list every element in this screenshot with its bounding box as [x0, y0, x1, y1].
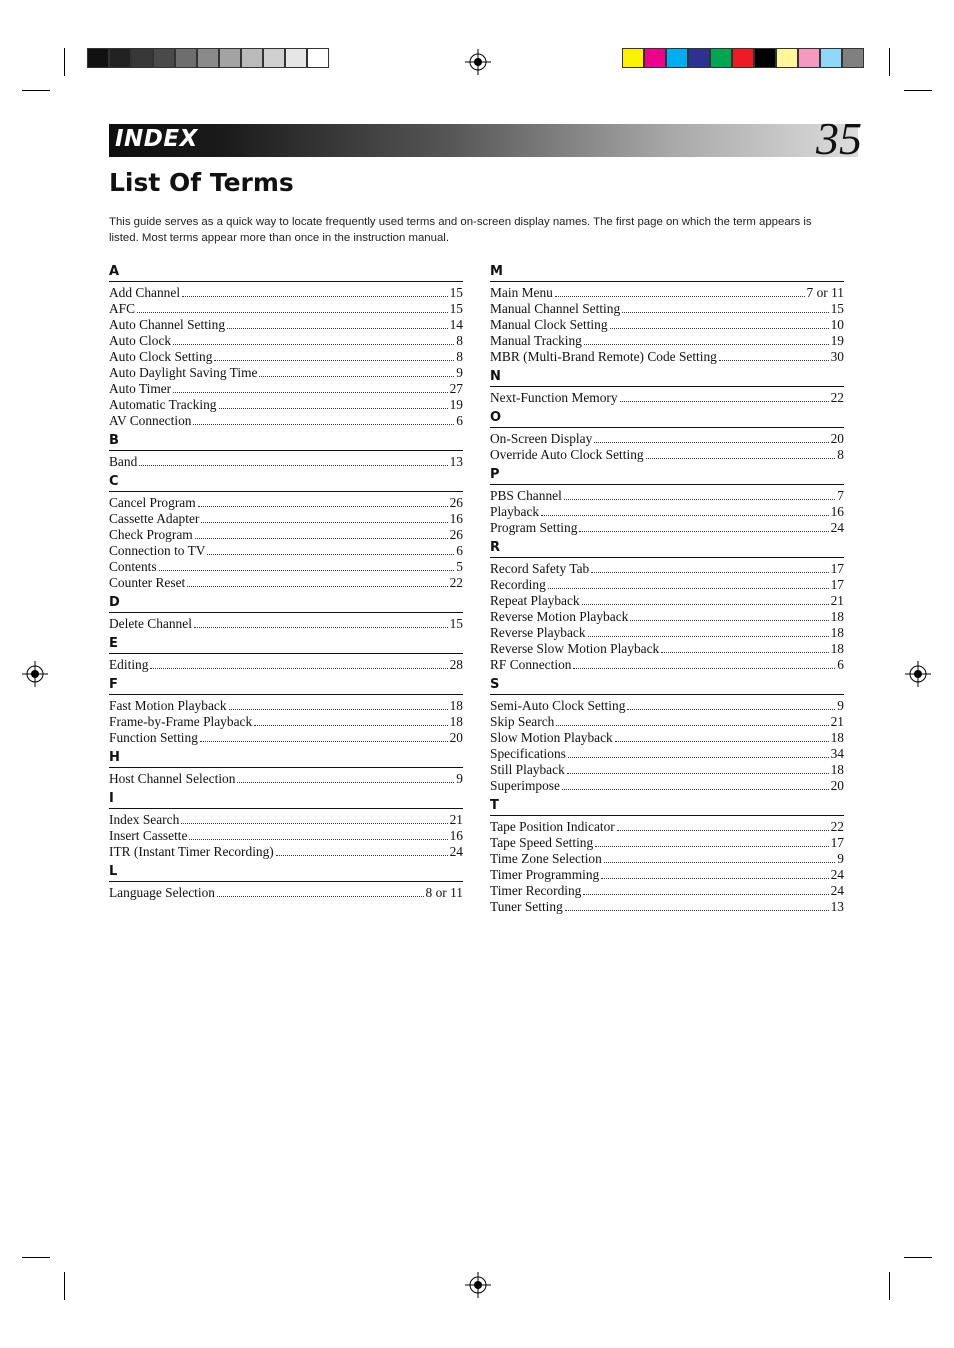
entry-term: Playback	[490, 504, 540, 519]
index-entry	[490, 657, 844, 673]
index-entry	[490, 609, 844, 625]
entry-page-number: 24	[830, 867, 844, 882]
entry-page-number: 15	[449, 301, 463, 316]
dot-leader	[622, 312, 828, 313]
index-column-right	[490, 263, 844, 915]
entry-term: Semi-Auto Clock Setting	[490, 698, 626, 713]
color-swatch	[87, 48, 109, 68]
index-section	[490, 368, 844, 406]
index-entry	[490, 730, 844, 746]
color-swatch	[798, 48, 820, 68]
entry-page-number: 8	[456, 333, 463, 348]
dot-leader	[195, 538, 448, 539]
crop-mark	[64, 1272, 65, 1300]
dot-leader	[584, 344, 829, 345]
entry-page-number: 19	[830, 333, 844, 348]
color-swatch	[622, 48, 644, 68]
index-entry	[109, 885, 463, 901]
dot-leader	[219, 408, 448, 409]
dot-leader	[182, 296, 448, 297]
entry-term: Program Setting	[490, 520, 578, 535]
dot-leader	[588, 636, 829, 637]
entry-page-number: 18	[449, 698, 463, 713]
entry-page-number: 27	[449, 381, 463, 396]
color-swatch	[820, 48, 842, 68]
entry-term: Editing	[109, 657, 149, 672]
color-swatch	[153, 48, 175, 68]
dot-leader	[555, 296, 805, 297]
section-letter: R	[490, 539, 844, 558]
dot-leader	[548, 588, 829, 589]
dot-leader	[254, 725, 447, 726]
index-entry	[490, 577, 844, 593]
crop-mark	[22, 1257, 50, 1258]
index-entry	[109, 349, 463, 365]
index-entry	[490, 762, 844, 778]
dot-leader	[594, 442, 828, 443]
entry-term: MBR (Multi-Brand Remote) Code Setting	[490, 349, 717, 364]
entry-term: Specifications	[490, 746, 566, 761]
entry-term: Automatic Tracking	[109, 397, 217, 412]
index-entry	[109, 771, 463, 787]
entry-term: Counter Reset	[109, 575, 186, 590]
dot-leader	[661, 652, 828, 653]
entry-page-number: 24	[830, 883, 844, 898]
index-entry	[109, 301, 463, 317]
entry-page-number: 18	[830, 609, 844, 624]
index-entry	[490, 349, 844, 365]
dot-leader	[615, 741, 829, 742]
section-letter: S	[490, 676, 844, 695]
section-letter: P	[490, 466, 844, 485]
index-entry	[490, 504, 844, 520]
index-entry	[109, 543, 463, 559]
entry-page-number: 17	[830, 835, 844, 850]
section-letter: O	[490, 409, 844, 428]
index-section	[490, 466, 844, 536]
index-entry	[490, 851, 844, 867]
index-entry	[490, 819, 844, 835]
entry-page-number: 7 or 11	[806, 285, 844, 300]
entry-term: Frame-by-Frame Playback	[109, 714, 253, 729]
entry-term: Record Safety Tab	[490, 561, 590, 576]
entry-term: Override Auto Clock Setting	[490, 447, 644, 462]
entry-term: Tape Position Indicator	[490, 819, 615, 834]
section-letter: M	[490, 263, 844, 282]
entry-term: PBS Channel	[490, 488, 562, 503]
color-swatch	[175, 48, 197, 68]
dot-leader	[229, 709, 448, 710]
entry-term: Delete Channel	[109, 616, 192, 631]
entry-term: Main Menu	[490, 285, 553, 300]
entry-page-number: 18	[830, 762, 844, 777]
entry-term: Manual Clock Setting	[490, 317, 608, 332]
color-swatch	[197, 48, 219, 68]
index-entry	[109, 559, 463, 575]
section-letter: E	[109, 635, 463, 654]
entry-term: Band	[109, 454, 138, 469]
dot-leader	[139, 465, 447, 466]
dot-leader	[567, 773, 829, 774]
dot-leader	[173, 392, 447, 393]
index-column-left	[109, 263, 463, 901]
dot-leader	[556, 725, 828, 726]
dot-leader	[214, 360, 454, 361]
entry-term: ITR (Instant Timer Recording)	[109, 844, 274, 859]
color-swatch	[285, 48, 307, 68]
index-entry	[109, 511, 463, 527]
index-entry	[490, 488, 844, 504]
entry-page-number: 16	[449, 828, 463, 843]
index-entry	[109, 575, 463, 591]
color-swatch	[710, 48, 732, 68]
entry-page-number: 22	[830, 819, 844, 834]
dot-leader	[565, 910, 829, 911]
dot-leader	[227, 328, 448, 329]
entry-page-number: 10	[830, 317, 844, 332]
entry-page-number: 26	[449, 495, 463, 510]
entry-page-number: 17	[830, 577, 844, 592]
dot-leader	[259, 376, 454, 377]
index-entry	[490, 431, 844, 447]
dot-leader	[595, 846, 828, 847]
index-section	[490, 797, 844, 915]
dot-leader	[564, 499, 835, 500]
index-section	[109, 863, 463, 901]
entry-term: Host Channel Selection	[109, 771, 236, 786]
color-swatch	[263, 48, 285, 68]
page-title: List Of Terms	[109, 168, 294, 197]
index-entry	[109, 397, 463, 413]
dot-leader	[541, 515, 829, 516]
entry-page-number: 5	[456, 559, 463, 574]
dot-leader	[601, 878, 828, 879]
dot-leader	[137, 312, 448, 313]
entry-page-number: 6	[456, 413, 463, 428]
dot-leader	[173, 344, 454, 345]
registration-mark-icon	[465, 1272, 491, 1298]
index-section	[109, 432, 463, 470]
dot-leader	[573, 668, 835, 669]
index-entry	[490, 883, 844, 899]
dot-leader	[646, 458, 836, 459]
dot-leader	[237, 782, 454, 783]
index-entry	[490, 520, 844, 536]
section-letter: I	[109, 790, 463, 809]
entry-term: Manual Tracking	[490, 333, 582, 348]
entry-page-number: 8	[837, 447, 844, 462]
entry-term: Index Search	[109, 812, 180, 827]
index-banner	[109, 124, 858, 157]
entry-page-number: 18	[830, 730, 844, 745]
section-letter: T	[490, 797, 844, 816]
entry-term: Auto Channel Setting	[109, 317, 226, 332]
entry-page-number: 21	[830, 593, 844, 608]
entry-page-number: 34	[830, 746, 844, 761]
entry-term: Auto Daylight Saving Time	[109, 365, 258, 380]
dot-leader	[591, 572, 828, 573]
index-entry	[490, 593, 844, 609]
entry-page-number: 24	[449, 844, 463, 859]
registration-mark-icon	[465, 49, 491, 75]
entry-term: Recording	[490, 577, 546, 592]
color-swatch	[307, 48, 329, 68]
dot-leader	[187, 586, 447, 587]
index-entry	[490, 625, 844, 641]
index-section	[109, 594, 463, 632]
index-entry	[109, 495, 463, 511]
index-entry	[490, 867, 844, 883]
section-letter: L	[109, 863, 463, 882]
crop-mark	[904, 1257, 932, 1258]
dot-leader	[610, 328, 829, 329]
index-section	[109, 635, 463, 673]
entry-term: Auto Clock Setting	[109, 349, 213, 364]
dot-leader	[193, 424, 454, 425]
entry-page-number: 15	[449, 285, 463, 300]
dot-leader	[181, 823, 447, 824]
section-letter: H	[109, 749, 463, 768]
index-entry	[490, 285, 844, 301]
crop-mark	[904, 90, 932, 91]
entry-term: Next-Function Memory	[490, 390, 618, 405]
index-entry	[109, 616, 463, 632]
dot-leader	[604, 862, 835, 863]
entry-term: Auto Clock	[109, 333, 172, 348]
entry-page-number: 14	[449, 317, 463, 332]
color-swatch	[109, 48, 131, 68]
index-section	[109, 790, 463, 860]
crop-mark	[889, 1272, 890, 1300]
entry-term: Contents	[109, 559, 157, 574]
entry-page-number: 22	[449, 575, 463, 590]
entry-term: Cancel Program	[109, 495, 196, 510]
entry-term: Tape Speed Setting	[490, 835, 594, 850]
index-entry	[109, 527, 463, 543]
index-entry	[490, 447, 844, 463]
color-swatch	[776, 48, 798, 68]
entry-page-number: 21	[830, 714, 844, 729]
section-letter: F	[109, 676, 463, 695]
crop-mark	[889, 48, 890, 76]
entry-page-number: 21	[449, 812, 463, 827]
entry-term: Tuner Setting	[490, 899, 563, 914]
entry-page-number: 26	[449, 527, 463, 542]
dot-leader	[150, 668, 447, 669]
index-section	[109, 263, 463, 429]
entry-term: Reverse Slow Motion Playback	[490, 641, 660, 656]
entry-page-number: 9	[456, 365, 463, 380]
dot-leader	[189, 839, 447, 840]
entry-term: Language Selection	[109, 885, 215, 900]
entry-term: Reverse Playback	[490, 625, 586, 640]
entry-term: Cassette Adapter	[109, 511, 200, 526]
index-section	[490, 263, 844, 365]
entry-page-number: 6	[456, 543, 463, 558]
entry-term: Still Playback	[490, 762, 565, 777]
entry-page-number: 8 or 11	[425, 885, 463, 900]
entry-page-number: 20	[449, 730, 463, 745]
index-section	[109, 473, 463, 591]
entry-term: AV Connection	[109, 413, 192, 428]
index-entry	[109, 844, 463, 860]
entry-term: Timer Recording	[490, 883, 582, 898]
dot-leader	[201, 522, 447, 523]
dot-leader	[583, 894, 828, 895]
entry-page-number: 16	[449, 511, 463, 526]
entry-term: Timer Programming	[490, 867, 600, 882]
entry-page-number: 15	[830, 301, 844, 316]
crop-mark	[64, 48, 65, 76]
color-swatch	[131, 48, 153, 68]
index-section	[490, 409, 844, 463]
index-entry	[109, 454, 463, 470]
index-entry	[109, 333, 463, 349]
section-letter: N	[490, 368, 844, 387]
index-entry	[109, 413, 463, 429]
index-entry	[109, 714, 463, 730]
dot-leader	[719, 360, 829, 361]
entry-term: Repeat Playback	[490, 593, 580, 608]
index-entry	[490, 301, 844, 317]
entry-term: Reverse Motion Playback	[490, 609, 629, 624]
entry-term: Time Zone Selection	[490, 851, 602, 866]
entry-term: Superimpose	[490, 778, 560, 793]
index-section	[490, 539, 844, 673]
index-entry	[109, 698, 463, 714]
index-entry	[109, 657, 463, 673]
entry-term: Check Program	[109, 527, 193, 542]
dot-leader	[617, 830, 829, 831]
color-swatch	[219, 48, 241, 68]
index-entry	[109, 730, 463, 746]
intro-paragraph: This guide serves as a quick way to locate frequently used terms and on-screen display names. The first page on which the term appears is listed. Most terms appear more than once in the instruction manual.	[109, 216, 812, 244]
dot-leader	[627, 709, 835, 710]
dot-leader	[194, 627, 448, 628]
entry-page-number: 13	[449, 454, 463, 469]
index-entry	[490, 390, 844, 406]
index-entry	[109, 317, 463, 333]
entry-term: Insert Cassette	[109, 828, 188, 843]
entry-page-number: 15	[449, 616, 463, 631]
section-letter: C	[109, 473, 463, 492]
index-entry	[109, 365, 463, 381]
entry-page-number: 9	[837, 851, 844, 866]
index-entry	[490, 641, 844, 657]
dot-leader	[582, 604, 829, 605]
entry-term: On-Screen Display	[490, 431, 593, 446]
entry-term: Slow Motion Playback	[490, 730, 613, 745]
index-entry	[490, 714, 844, 730]
entry-page-number: 28	[449, 657, 463, 672]
index-entry	[490, 778, 844, 794]
color-swatch	[842, 48, 864, 68]
entry-page-number: 20	[830, 431, 844, 446]
dot-leader	[207, 554, 454, 555]
entry-page-number: 9	[456, 771, 463, 786]
entry-page-number: 18	[830, 625, 844, 640]
entry-term: Skip Search	[490, 714, 555, 729]
entry-page-number: 13	[830, 899, 844, 914]
color-swatch	[732, 48, 754, 68]
dot-leader	[200, 741, 448, 742]
section-letter: B	[109, 432, 463, 451]
dot-leader	[579, 531, 828, 532]
index-entry	[490, 698, 844, 714]
color-swatch	[688, 48, 710, 68]
entry-term: Auto Timer	[109, 381, 172, 396]
registration-mark-icon	[22, 661, 48, 687]
dot-leader	[217, 896, 424, 897]
crop-mark	[22, 90, 50, 91]
color-swatch	[644, 48, 666, 68]
dot-leader	[159, 570, 455, 571]
dot-leader	[568, 757, 829, 758]
color-swatch	[754, 48, 776, 68]
entry-term: RF Connection	[490, 657, 572, 672]
entry-term: Function Setting	[109, 730, 198, 745]
entry-term: Add Channel	[109, 285, 181, 300]
index-entry	[490, 746, 844, 762]
index-section	[109, 749, 463, 787]
dot-leader	[198, 506, 448, 507]
banner-title: INDEX	[115, 126, 198, 152]
entry-page-number: 30	[830, 349, 844, 364]
index-section	[490, 676, 844, 794]
entry-page-number: 19	[449, 397, 463, 412]
entry-page-number: 18	[830, 641, 844, 656]
index-entry	[490, 333, 844, 349]
index-entry	[490, 835, 844, 851]
page-number: 35	[816, 113, 862, 164]
index-entry	[490, 561, 844, 577]
dot-leader	[562, 789, 829, 790]
dot-leader	[630, 620, 828, 621]
index-section	[109, 676, 463, 746]
dot-leader	[620, 401, 829, 402]
entry-page-number: 22	[830, 390, 844, 405]
entry-page-number: 17	[830, 561, 844, 576]
entry-term: Connection to TV	[109, 543, 206, 558]
index-entry	[109, 381, 463, 397]
index-entry	[109, 285, 463, 301]
entry-page-number: 20	[830, 778, 844, 793]
section-letter: D	[109, 594, 463, 613]
entry-term: Fast Motion Playback	[109, 698, 227, 713]
dot-leader	[276, 855, 448, 856]
index-entry	[490, 899, 844, 915]
section-letter: A	[109, 263, 463, 282]
registration-mark-icon	[905, 661, 931, 687]
index-entry	[109, 828, 463, 844]
entry-page-number: 8	[456, 349, 463, 364]
entry-page-number: 6	[837, 657, 844, 672]
index-entry	[109, 812, 463, 828]
entry-page-number: 7	[837, 488, 844, 503]
entry-page-number: 18	[449, 714, 463, 729]
entry-page-number: 9	[837, 698, 844, 713]
entry-page-number: 24	[830, 520, 844, 535]
color-swatch	[666, 48, 688, 68]
entry-term: Manual Channel Setting	[490, 301, 621, 316]
entry-page-number: 16	[830, 504, 844, 519]
color-swatch	[241, 48, 263, 68]
index-entry	[490, 317, 844, 333]
entry-term: AFC	[109, 301, 136, 316]
